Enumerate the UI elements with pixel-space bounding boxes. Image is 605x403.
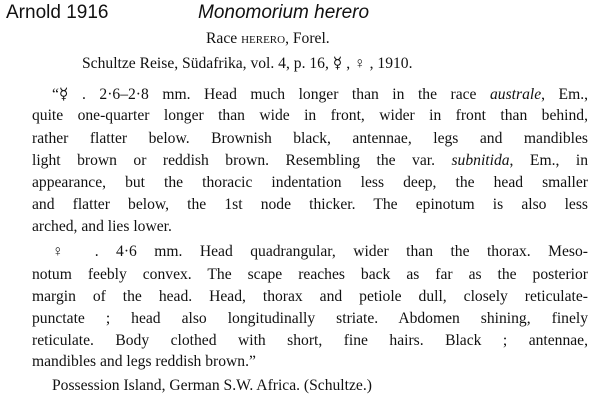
race-name: herero bbox=[241, 30, 286, 47]
worker-text-1b: , Em., bbox=[541, 86, 588, 103]
worker-line-7: arched, and lies lower. bbox=[32, 218, 172, 235]
worker-line-5: appearance, but the thoracic indentation less deep, the head smaller bbox=[32, 174, 588, 191]
female-line-3: margin of the head. Head, thorax and petiole dull, closely reticulate- bbox=[32, 288, 588, 305]
species-name-label: Monomorium herero bbox=[198, 2, 370, 23]
race-title bbox=[206, 30, 330, 48]
worker-text-1a: “☿ . 2·6–2·8 mm. Head much longer than in the race bbox=[52, 86, 490, 103]
worker-line-4 bbox=[32, 152, 588, 170]
female-line-1: ♀ . 4·6 mm. Head quadrangular, wider than the thorax. Meso- bbox=[52, 243, 588, 260]
worker-text-4b: , Em., in bbox=[509, 152, 589, 169]
citation-line: Schultze Reise, Südafrika, vol. 4, p. 16, ☿ , ♀ , 1910. bbox=[82, 55, 413, 72]
worker-text-4a: light brown or reddish brown. Resembling the var. bbox=[32, 152, 452, 169]
worker-line-6: and flatter below, the 1st node thicker. The epinotum is also less bbox=[32, 196, 588, 213]
worker-line-2: quite one-quarter longer than wide in front, wider in front than behind, bbox=[32, 107, 588, 124]
worker-line-1 bbox=[52, 85, 588, 104]
worker-line-3: rather flatter below. Brownish black, antennae, legs and mandibles bbox=[32, 130, 588, 147]
race-author: , Forel. bbox=[285, 30, 330, 47]
race-prefix: Race bbox=[206, 30, 242, 47]
female-line-6: mandibles and legs reddish brown.” bbox=[32, 353, 256, 370]
worker-race-name: australe bbox=[490, 86, 542, 103]
female-line-5: reticulate. Body clothed with short, fine hairs. Black ; antennae, bbox=[32, 332, 588, 349]
worker-var-name: subnitida bbox=[451, 152, 510, 169]
author-year-label: Arnold 1916 bbox=[6, 2, 109, 23]
female-line-4: punctate ; head also longitudinally striate. Abdomen shining, finely bbox=[32, 310, 588, 327]
locality-line: Possession Island, German S.W. Africa. (Schultze.) bbox=[52, 377, 372, 394]
female-line-2: notum feebly convex. The scape reaches back as far as the posterior bbox=[32, 266, 588, 283]
